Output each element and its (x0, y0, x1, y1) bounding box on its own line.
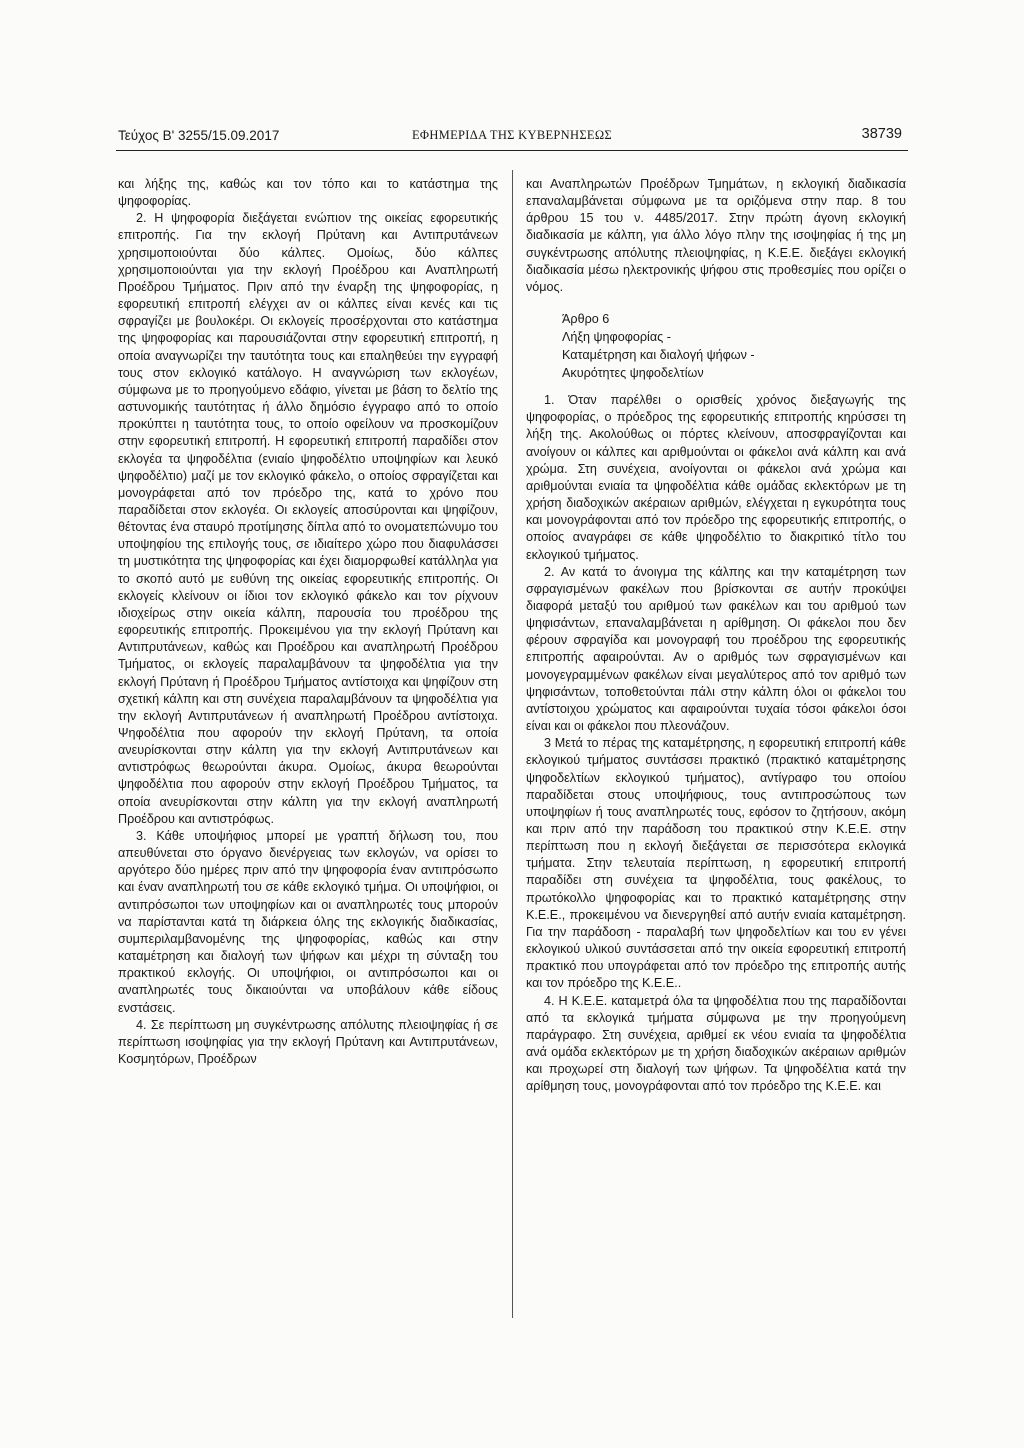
page-header (118, 124, 906, 152)
gazette-title: ΕΦΗΜΕΡΙΔΑ ΤΗΣ ΚΥΒΕΡΝΗΣΕΩΣ (411, 128, 612, 142)
paragraph: 2. Αν κατά το άνοιγμα της κάλπης και την καταμέτρηση των σφραγισμένων φακέλων που βρίσκονται σε αυτήν προκύψει διαφορά μεταξύ του αριθμού των φακέλων και του αριθμού των ψηφισάντων, επαναλαμβάνεται η αρίθμηση. Οι φάκελοι που δεν φέρουν σφραγίδα και μονογραφή του προέδρου της εφορευτικής επιτροπής αφαιρούνται. Αν ο αριθμός των σφραγισμένων και μονογεγραμμένων φακέλων είναι μεγαλύτερος από τον αριθμό των ψηφισάντων, τοποθετούνται πάλι στην κάλπη όλοι οι φάκελοι του αντίστοιχου χρώματος και αφαιρούνται τυχαία τόσοι φάκελοι όσοι είναι και οι φάκελοι που πλεονάζουν. (526, 564, 906, 734)
left-column (118, 176, 498, 1068)
paragraph: 1. Όταν παρέλθει ο ορισθείς χρόνος διεξαγωγής της ψηφοφορίας, ο πρόεδρος της εφορευτικής επιτροπής κηρύσσει τη λήξη της. Ακολούθως οι πόρτες κλείνουν, αποσφραγίζονται και ανοίγουν οι κάλπες και αριθμούνται οι φάκελοι ανά κάλπη και ανά χρώμα. Στη συνέχεια, ανοίγονται οι φάκελοι ανά χρώμα και αριθμούνται ενιαία τα ψηφοδέλτια κάθε ομάδας εκλεκτόρων με τη χρήση διαδοχικών ακέραιων αριθμών, ελέγχεται η εγκυρότητα τους και μονογράφονται από τον πρόεδρο της εφορευτικής επιτροπής, ο οποίος αναγράφει σε κάθε ψηφοδέλτιο το διακριτικό τίτλο του εκλογικού τμήματος. (526, 393, 906, 562)
article-title-line: Καταμέτρηση και διαλογή ψήφων - (562, 348, 755, 363)
header-rule (116, 150, 908, 151)
right-column (526, 176, 906, 1096)
paragraph: και λήξης της, καθώς και τον τόπο και το κατάστημα της ψηφοφορίας. (118, 177, 498, 209)
article-title-line: Ακυρότητες ψηφοδελτίων (562, 366, 704, 381)
paragraph: 3 Μετά το πέρας της καταμέτρησης, η εφορευτική επιτροπή κάθε εκλογικού τμήματος συντάσσει πρακτικό (πρακτικό καταμέτρησης ψηφοδελτίων εκλογικού τμήματος), αντίγραφο του οποίου παραδίδεται στους υποψήφιους, τους αντιπροσώπους των υποψηφίων ή τους αναπληρωτές τους, εφόσον το ζητήσουν, ακόμη και πριν από την παράδοση του πρακτικού στην Κ.Ε.Ε. στην περίπτωση που η εκλογή διεξάγεται σε περισσότερα εκλογικά τμήματα. Στην τελευταία περίπτωση, η εφορευτική επιτροπή παραδίδει στη συνέχεια τα ψηφοδέλτια, τους φακέλους, το πρωτόκολλο ψηφοφορίας και το πρακτικό καταμέτρησης στην Κ.Ε.Ε., προκειμένου να διενεργηθεί από αυτήν ενιαία καταμέτρηση. Για την παράδοση - παραλαβή των ψηφοδελτίων και του εν γένει εκλογικού υλικού συντάσσεται από την οικεία εφορευτική επιτροπή πρακτικό που υπογράφεται από τον πρόεδρο της επιτροπής αυτής και τον πρόεδρο της Κ.Ε.Ε.. (526, 736, 906, 991)
article-title-line: Λήξη ψηφοφορίας - (562, 330, 671, 345)
paragraph: 4. Η Κ.Ε.Ε. καταμετρά όλα τα ψηφοδέλτια που της παραδίδονται από τα εκλογικά τμήματα σύμφωνα με την προηγούμενη παράγραφο. Στη συνέχεια, αριθμεί εκ νέου ενιαία τα ψηφοδέλτια ανά ομάδα εκλεκτόρων με τη χρήση διαδοχικών ακέραιων αριθμών και προχωρεί στη διαλογή των ψήφων. Τα ψηφοδέλτια κατά την αρίθμηση τους, μονογράφονται από τον πρόεδρο της Κ.Ε.Ε. και (526, 993, 906, 1094)
paragraph: και Αναπληρωτών Προέδρων Τμημάτων, η εκλογική διαδικασία επαναλαμβάνεται σύμφωνα με τα οριζόμενα στην παρ. 8 του άρθρου 15 του ν. 4485/2017. Στην πρώτη άγονη εκλογική διαδικασία με κάλπη, για άλλο λόγο πλην της ισοψηφίας ή της μη συγκέντρωσης απόλυτης πλειοψηφίας, η Κ.Ε.Ε. διεξάγει εκλογική διαδικασία μέσω ηλεκτρονικής ψήφου στις προθεσμίες που ορίζει ο νόμος. (526, 177, 906, 294)
paragraph: 2. Η ψηφοφορία διεξάγεται ενώπιον της οικείας εφορευτικής επιτροπής. Για την εκλογή Πρύτανη και Αντιπρυτάνεων χρησιμοποιούνται δύο κάλπες. Ομοίως, δύο κάλπες χρησιμοποιούνται για την εκλογή Προέδρου και Αναπληρωτή Προέδρου Τμήματος. Πριν από την έναρξη της ψηφοφορίας, η εφορευτική επιτροπή ελέγχει αν οι κάλπες είναι κενές και τις σφραγίζει με βουλοκέρι. Οι εκλογείς προσέρχονται στο κατάστημα της ψηφοφορίας και παρουσιάζονται στην εφορευτική επιτροπή, η οποία αναγνωρίζει την ταυτότητα τους και επαληθεύει την εγγραφή τους στον εκλογικό κατάλογο. Η αναγνώριση των εκλογέων, σύμφωνα με το προηγούμενο εδάφιο, γίνεται με βάση το δελτίο της αστυνομικής ταυτότητας ή άλλο δημόσιο έγγραφο από το οποίο προκύπτει η ταυτότητα τους, το οποίο οφείλουν να προσκομίζουν στην εφορευτική επιτροπή. Η εφορευτική επιτροπή παραδίδει στον εκλογέα τα ψηφοδέλτια (ενιαίο ψηφοδέλτιο υποψηφίων και λευκό ψηφοδέλτιο) μαζί με τον εκλογικό φάκελο, ο οποίος σφραγίζεται και μονογράφεται από τον πρόεδρο της, κατά το χρόνο που παραδίδεται στον εκλογέα. Οι εκλογείς αποσύρονται και ψηφίζουν, θέτοντας ένα σταυρό προτίμησης δίπλα από το ονοματεπώνυμο του υποψηφίου της επιλογής τους, σε ιδιαίτερο χώρο που διαφυλάσσει τη μυστικότητα της ψηφοφορίας και έχει διαμορφωθεί κατάλληλα για το σκοπό αυτό με ευθύνη της οικείας εφορευτικής επιτροπής. Οι εκλογείς κλείνουν οι ίδιοι τον εκλογικό φάκελο και τον ρίχνουν ιδιοχείρως στην οικεία κάλπη, παρουσία του προέδρου της εφορευτικής επιτροπής. Προκειμένου για την εκλογή Πρύτανη και Αντιπρυτάνεων, καθώς και Προέδρου και αναπληρωτή Προέδρου Τμήματος, οι εκλογείς παραλαμβάνουν τα ψηφοδέλτια για την εκλογή Πρύτανη ή Προέδρου Τμήματος αντίστοιχα και ψηφίζουν στη σχετική κάλπη και στη συνέχεια παραλαμβάνουν τα ψηφοδέλτια για την εκλογή Αντιπρυτάνεων ή αναπληρωτή Προέδρου αντίστοιχα. Ψηφοδέλτια που αφορούν την εκλογή Πρύτανη, τα οποία ανευρίσκονται στην κάλπη για την εκλογή Αντιπρυτάνεων και αντιστρόφως θεωρούνται άκυρα. Ομοίως, άκυρα θεωρούνται ψηφοδέλτια που αφορούν στην εκλογή Προέδρου Τμήματος, τα οποία ανευρίσκονται στην κάλπη για την εκλογή αναπληρωτή Προέδρου και αντιστρόφως. (118, 211, 498, 826)
article-heading (526, 310, 906, 382)
issue-number: Τεύχος Β' 3255/15.09.2017 (118, 128, 280, 143)
paragraph: 4. Σε περίπτωση μη συγκέντρωσης απόλυτης πλειοψηφίας ή σε περίπτωση ισοψηφίας για την εκλογή Πρύτανη και Αντιπρυτάνεων, Κοσμητόρων, Προέδρων (118, 1017, 498, 1066)
column-divider (512, 170, 513, 1318)
page-number: 38739 (861, 126, 902, 142)
article-number: Άρθρο 6 (562, 312, 610, 327)
paragraph: 3. Κάθε υποψήφιος μπορεί με γραπτή δήλωση του, που απευθύνεται στο όργανο διενέργειας των εκλογών, να ορίσει το αργότερο δύο ημέρες πριν από την ψηφοφορία έναν αντιπρόσωπο και έναν αναπληρωτή του σε κάθε εκλογικό τμήμα. Οι υποψήφιοι, οι αντιπρόσωποι των υποψηφίων και οι αναπληρωτές τους μπορούν να παρίστανται κατά τη διάρκεια όλης της εκλογικής διαδικασίας, συμπεριλαμβανομένης της ψηφοφορίας, καθώς και στην καταμέτρηση και διαλογή των ψήφων και μέχρι τη σύνταξη του πρακτικού εκλογής. Οι υποψήφιοι, οι αντιπρόσωποι και οι αναπληρωτές τους δικαιούνται να υποβάλουν κάθε είδους ενστάσεις. (118, 828, 498, 1015)
